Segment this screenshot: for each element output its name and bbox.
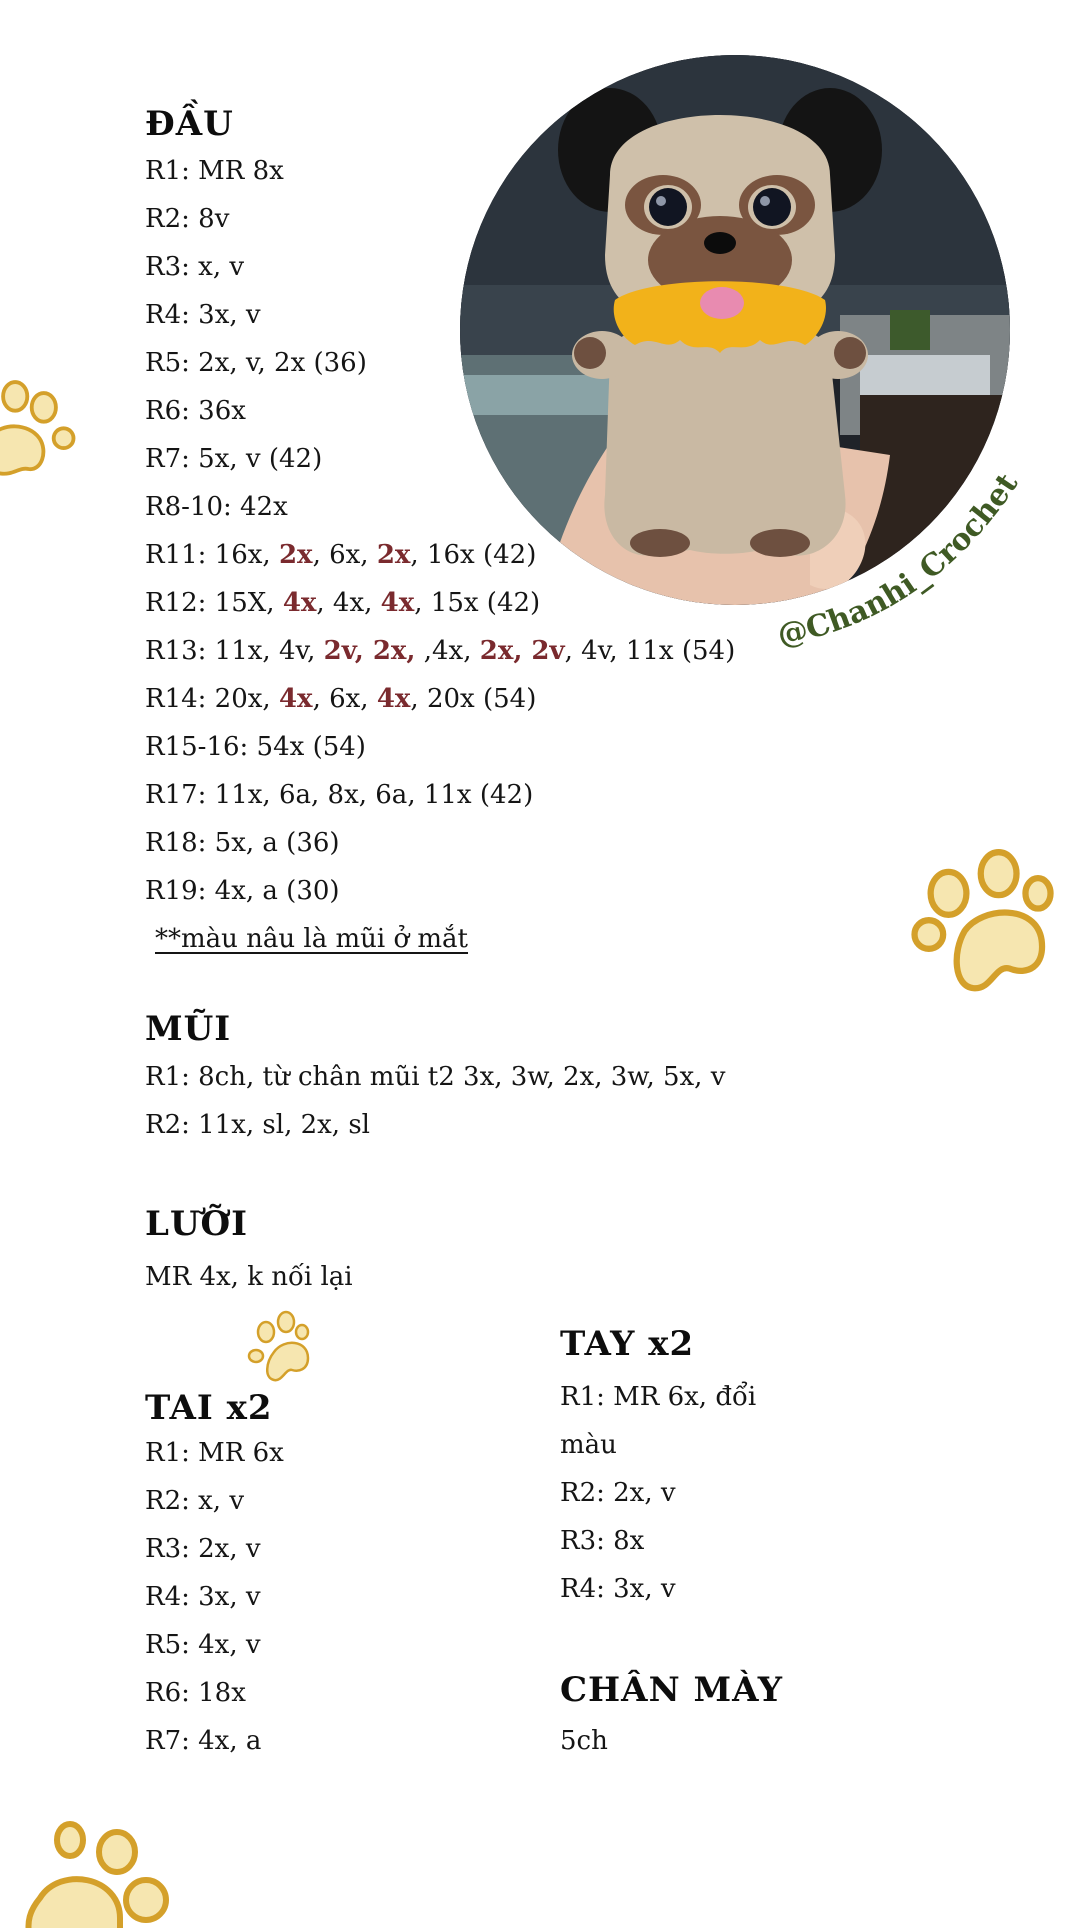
row-text: , 6x, xyxy=(312,684,377,714)
pattern-row xyxy=(145,347,367,379)
highlighted-stitch: 2x, 2v xyxy=(479,636,565,666)
pattern-row: R4: 3x, v xyxy=(560,1574,676,1604)
row-text: 11x, 4v, xyxy=(206,636,324,666)
pattern-row xyxy=(145,203,229,235)
row-label: R7: xyxy=(145,444,190,474)
row-text: 8v xyxy=(189,204,230,234)
pattern-row xyxy=(145,491,288,523)
pattern-row xyxy=(145,827,340,859)
row-text: 5x, a (36) xyxy=(206,828,340,858)
section-title-tongue: LƯỠI xyxy=(145,1204,249,1244)
highlighted-stitch: 2v, 2x, xyxy=(323,636,416,666)
pattern-row: R2: 2x, v xyxy=(560,1478,676,1508)
pattern-row xyxy=(145,779,533,811)
pattern-row: R5: 4x, v xyxy=(145,1630,261,1660)
row-label: R2: xyxy=(145,204,190,234)
row-label: R1: xyxy=(145,156,190,186)
row-text: 20x, xyxy=(206,684,279,714)
row-text: , 16x (42) xyxy=(410,540,537,570)
row-label: R8-10: xyxy=(145,492,232,522)
section-title-arms: TAY x2 xyxy=(560,1324,695,1364)
row-text: 15X, xyxy=(206,588,283,618)
highlighted-stitch: 4x xyxy=(282,588,317,618)
row-text: 16x, xyxy=(206,540,279,570)
row-text: , 6x, xyxy=(312,540,377,570)
paw-print-icon xyxy=(0,370,90,480)
row-label: R12: xyxy=(145,588,207,618)
pattern-row xyxy=(145,587,540,619)
row-text: , 4v, 11x (54) xyxy=(564,636,736,666)
watermark-handle xyxy=(770,467,1030,660)
pattern-row: R2: x, v xyxy=(145,1486,245,1516)
pattern-row xyxy=(145,251,244,283)
row-text: 54x (54) xyxy=(248,732,366,762)
pattern-row xyxy=(145,539,536,571)
row-label: R5: xyxy=(145,348,190,378)
row-text: , 20x (54) xyxy=(410,684,537,714)
pattern-row: màu xyxy=(560,1430,617,1460)
row-label: R14: xyxy=(145,684,207,714)
pattern-row: R2: 11x, sl, 2x, sl xyxy=(145,1110,370,1140)
pattern-row: R1: MR 6x xyxy=(145,1438,284,1468)
pattern-row xyxy=(145,683,536,715)
row-label: R19: xyxy=(145,876,207,906)
row-text: 4x, a (30) xyxy=(206,876,340,906)
pattern-row xyxy=(145,395,246,427)
paw-print-icon xyxy=(20,1818,180,1928)
row-label: R6: xyxy=(145,396,190,426)
row-text: 11x, 6a, 8x, 6a, 11x (42) xyxy=(206,780,534,810)
highlighted-stitch: 2x xyxy=(376,540,411,570)
row-text: MR 8x xyxy=(189,156,284,186)
pattern-row: R3: 2x, v xyxy=(145,1534,261,1564)
highlighted-stitch: 2x xyxy=(278,540,313,570)
pattern-row: R6: 18x xyxy=(145,1678,246,1708)
row-label: R11: xyxy=(145,540,207,570)
section-title-ears: TAI x2 xyxy=(145,1388,273,1428)
row-label: R4: xyxy=(145,300,190,330)
row-text: ,4x, xyxy=(415,636,480,666)
row-text: 36x xyxy=(189,396,246,426)
paw-print-icon xyxy=(902,840,1072,995)
section-title-eyebrows: CHÂN MÀY xyxy=(560,1670,784,1710)
row-label: R15-16: xyxy=(145,732,249,762)
row-text: 5x, v (42) xyxy=(189,444,323,474)
pattern-row: R1: MR 6x, đổi xyxy=(560,1382,757,1412)
row-text: x, v xyxy=(189,252,245,282)
row-text: , 15x (42) xyxy=(414,588,541,618)
pattern-row: R4: 3x, v xyxy=(145,1582,261,1612)
row-text: 2x, v, 2x (36) xyxy=(189,348,367,378)
pattern-row: R3: 8x xyxy=(560,1526,645,1556)
row-label: R18: xyxy=(145,828,207,858)
pattern-row: MR 4x, k nối lại xyxy=(145,1262,353,1292)
pattern-row xyxy=(145,635,735,667)
section-title-nose: MŨI xyxy=(145,1009,232,1049)
pattern-row xyxy=(145,299,261,331)
row-label: R13: xyxy=(145,636,207,666)
pattern-row xyxy=(145,875,340,907)
svg-text:@Chanhi_Crochet: @Chanhi_Crochet xyxy=(774,467,1026,654)
highlighted-stitch: 4x xyxy=(380,588,415,618)
row-label: R3: xyxy=(145,252,190,282)
row-label: R17: xyxy=(145,780,207,810)
row-text: , 4x, xyxy=(316,588,381,618)
pattern-row: 5ch xyxy=(560,1726,608,1756)
pattern-row xyxy=(145,443,322,475)
pattern-row xyxy=(145,731,366,763)
row-text: 42x xyxy=(231,492,288,522)
brown-color-note: **màu nâu là mũi ở mắt xyxy=(155,924,469,954)
section-title-head: ĐẦU xyxy=(145,104,234,144)
pattern-row: R7: 4x, a xyxy=(145,1726,262,1756)
pattern-row xyxy=(145,155,284,187)
highlighted-stitch: 4x xyxy=(376,684,411,714)
highlighted-stitch: 4x xyxy=(278,684,313,714)
pattern-row: R1: 8ch, từ chân mũi t2 3x, 3w, 2x, 3w, 5x, v xyxy=(145,1062,726,1092)
paw-print-icon xyxy=(246,1308,318,1384)
row-text: 3x, v xyxy=(189,300,261,330)
